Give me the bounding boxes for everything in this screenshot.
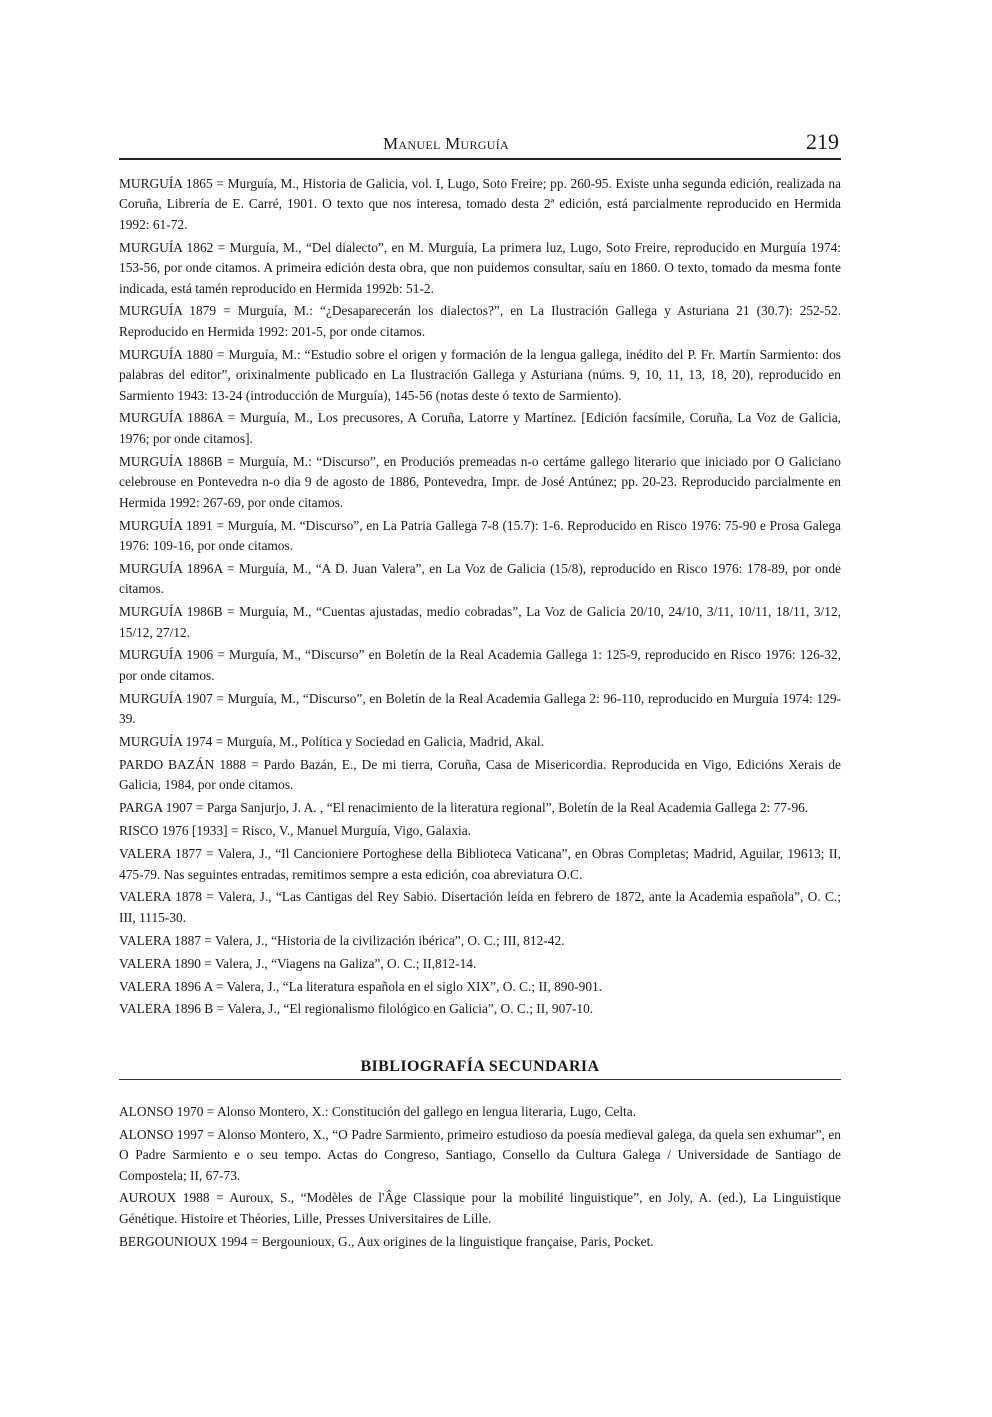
secondary-references bbox=[119, 1102, 841, 1252]
secondary-bibliography bbox=[119, 1058, 841, 1252]
reference-entry: MURGUÍA 1862 = Murguía, M., “Del dialecto”, en M. Murguía, La primera luz, Lugo, Soto Freire, reproducido en Murguía 1974: 153-56, por onde citamos. A primeira edición desta obra, que non puidemos consultar, saíu en 1860. O texto, tomado da mesma fonte indicada, está tamén reproducido en Hermida 1992b: 51-2. bbox=[119, 239, 841, 296]
reference-entry: ALONSO 1970 = Alonso Montero, X.: Constitución del gallego en lengua literaria, Lugo, Celta. bbox=[119, 1103, 637, 1119]
reference-entry: MURGUÍA 1879 = Murguía, M.: “¿Desaparecerán los dialectos?”, en La Ilustración Gallega y Asturiana 21 (30.7): 252-52. Reproducido en Hermida 1992: 201-5, por onde citamos. bbox=[119, 303, 841, 339]
primary-references bbox=[119, 174, 841, 1020]
running-head-author: Manuel Murguía bbox=[383, 134, 510, 153]
reference-entry: VALERA 1896 B = Valera, J., “El regionalismo filológico en Galicia”, O. C.; II, 907-10. bbox=[119, 1001, 594, 1017]
section-rule bbox=[119, 1079, 841, 1080]
reference-entry: VALERA 1887 = Valera, J., “Historia de la civilización ibérica”, O. C.; III, 812-42. bbox=[119, 932, 565, 948]
reference-entry: MURGUÍA 1974 = Murguía, M., Política y Sociedad en Galicia, Madrid, Akal. bbox=[119, 734, 544, 750]
reference-entry: ALONSO 1997 = Alonso Montero, X., “O Padre Sarmiento, primeiro estudioso da poesía medieval galega, da quela sen exhumar”, en O Padre Sarmiento e o seu tempo. Actas do Congreso, Santiago, Consello da Cultura Galega / Universidade de Santiago de Compostela; II, 67-73. bbox=[119, 1126, 841, 1183]
reference-entry: PARGA 1907 = Parga Sanjurjo, J. A. , “El renacimiento de la literatura regional”, Boletín de la Real Academia Gallega 2: 77-96. bbox=[119, 800, 809, 816]
reference-entry: MURGUÍA 1906 = Murguía, M., “Discurso” en Boletín de la Real Academia Gallega 1: 125-9, reproducido en Risco 1976: 126-32, por onde citamos. bbox=[119, 647, 841, 683]
reference-entry: MURGUÍA 1907 = Murguía, M., “Discurso”, en Boletín de la Real Academia Gallega 2: 96-110, reproducido en Murguía 1974: 129-39. bbox=[119, 690, 841, 727]
section-title: BIBLIOGRAFÍA SECUNDARIA bbox=[360, 1057, 600, 1075]
page-number: 219 bbox=[806, 129, 839, 154]
running-head bbox=[119, 128, 841, 158]
reference-entry: VALERA 1896 A = Valera, J., “La literatura española en el siglo XIX”, O. C.; II, 890-901. bbox=[119, 978, 603, 994]
page bbox=[119, 128, 841, 1255]
reference-entry: RISCO 1976 [1933] = Risco, V., Manuel Murguía, Vigo, Galaxia. bbox=[119, 823, 472, 839]
reference-entry: MURGUÍA 1896A = Murguía, M., “A D. Juan Valera”, en La Voz de Galicia (15/8), reproducido en Risco 1976: 178-89, por onde citamos. bbox=[119, 560, 841, 597]
reference-entry: VALERA 1890 = Valera, J., “Viagens na Galiza”, O. C.; II,812-14. bbox=[119, 955, 477, 971]
header-rule bbox=[119, 158, 841, 160]
reference-entry: VALERA 1878 = Valera, J., “Las Cantigas del Rey Sabio. Disertación leída en febrero de 1872, ante la Academia española”, O. C.; III, 1115-30. bbox=[119, 889, 841, 925]
reference-entry: VALERA 1877 = Valera, J., “Il Cancioniere Portoghese della Biblioteca Vaticana”, en Obras Completas; Madrid, Aguilar, 19613; II, 475-79. Nas seguintes entradas, remitimos sempre a esta edición, coa abreviatura O.C. bbox=[119, 846, 841, 882]
reference-entry: AUROUX 1988 = Auroux, S., “Modèles de l'Âge Classique pour la mobilité linguistique”, en Joly, A. (ed.), La Linguistique Génétique. Histoire et Théories, Lille, Presses Universitaires de Lille. bbox=[119, 1190, 841, 1226]
reference-entry: MURGUÍA 1891 = Murguía, M. “Discurso”, en La Patria Gallega 7-8 (15.7): 1-6. Reproducido en Risco 1976: 75-90 e Prosa Galega 1976: 109-16, por onde citamos. bbox=[119, 517, 841, 553]
reference-entry: MURGUÍA 1886A = Murguía, M., Los precusores, A Coruña, Latorre y Martínez. [Edición facsímile, Coruña, La Voz de Galicia, 1976; por onde citamos]. bbox=[119, 410, 841, 446]
reference-entry: MURGUÍA 1886B = Murguía, M.: “Discurso”, en Produciós premeadas n-o certáme gallego literario que iniciado por O Galiciano celebrouse en Pontevedra n-o dia 9 de agosto de 1886, Pontevedra, Impr. de José Antúnez; pp. 20-23. Reproducido parcialmente en Hermida 1992: 267-69, por onde citamos. bbox=[119, 453, 841, 510]
reference-entry: MURGUÍA 1986B = Murguía, M., “Cuentas ajustadas, medio cobradas”, La Voz de Galicia 20/10, 24/10, 3/11, 10/11, 18/11, 3/12, 15/12, 27/12. bbox=[119, 604, 841, 640]
reference-entry: PARDO BAZÁN 1888 = Pardo Bazán, E., De mi tierra, Coruña, Casa de Misericordia. Reproducida en Vigo, Edicións Xerais de Galicia, 1984, por onde citamos. bbox=[119, 756, 841, 793]
reference-entry: MURGUÍA 1880 = Murguía, M.: “Estudio sobre el origen y formación de la lengua gallega, inédito del P. Fr. Martín Sarmiento: dos palabras del editor”, orixinalmente publicado en La Ilustración Gallega y Asturiana (núms. 9, 10, 11, 13, 18, 20), reproducido en Sarmiento 1943: 13-24 (introducción de Murguía), 145-56 (notas deste ó texto de Sarmiento). bbox=[119, 346, 841, 403]
reference-entry: MURGUÍA 1865 = Murguía, M., Historia de Galicia, vol. I, Lugo, Soto Freire; pp. 260-95. Existe unha segunda edición, realizada na Coruña, Librería de E. Carré, 1901. O texto que nos interesa, tomado desta 2ª edición, está parcialmente reproducido en Hermida 1992: 61-72. bbox=[119, 176, 841, 232]
reference-entry: BERGOUNIOUX 1994 = Bergounioux, G., Aux origines de la linguistique française, Paris, Pocket. bbox=[119, 1233, 654, 1249]
